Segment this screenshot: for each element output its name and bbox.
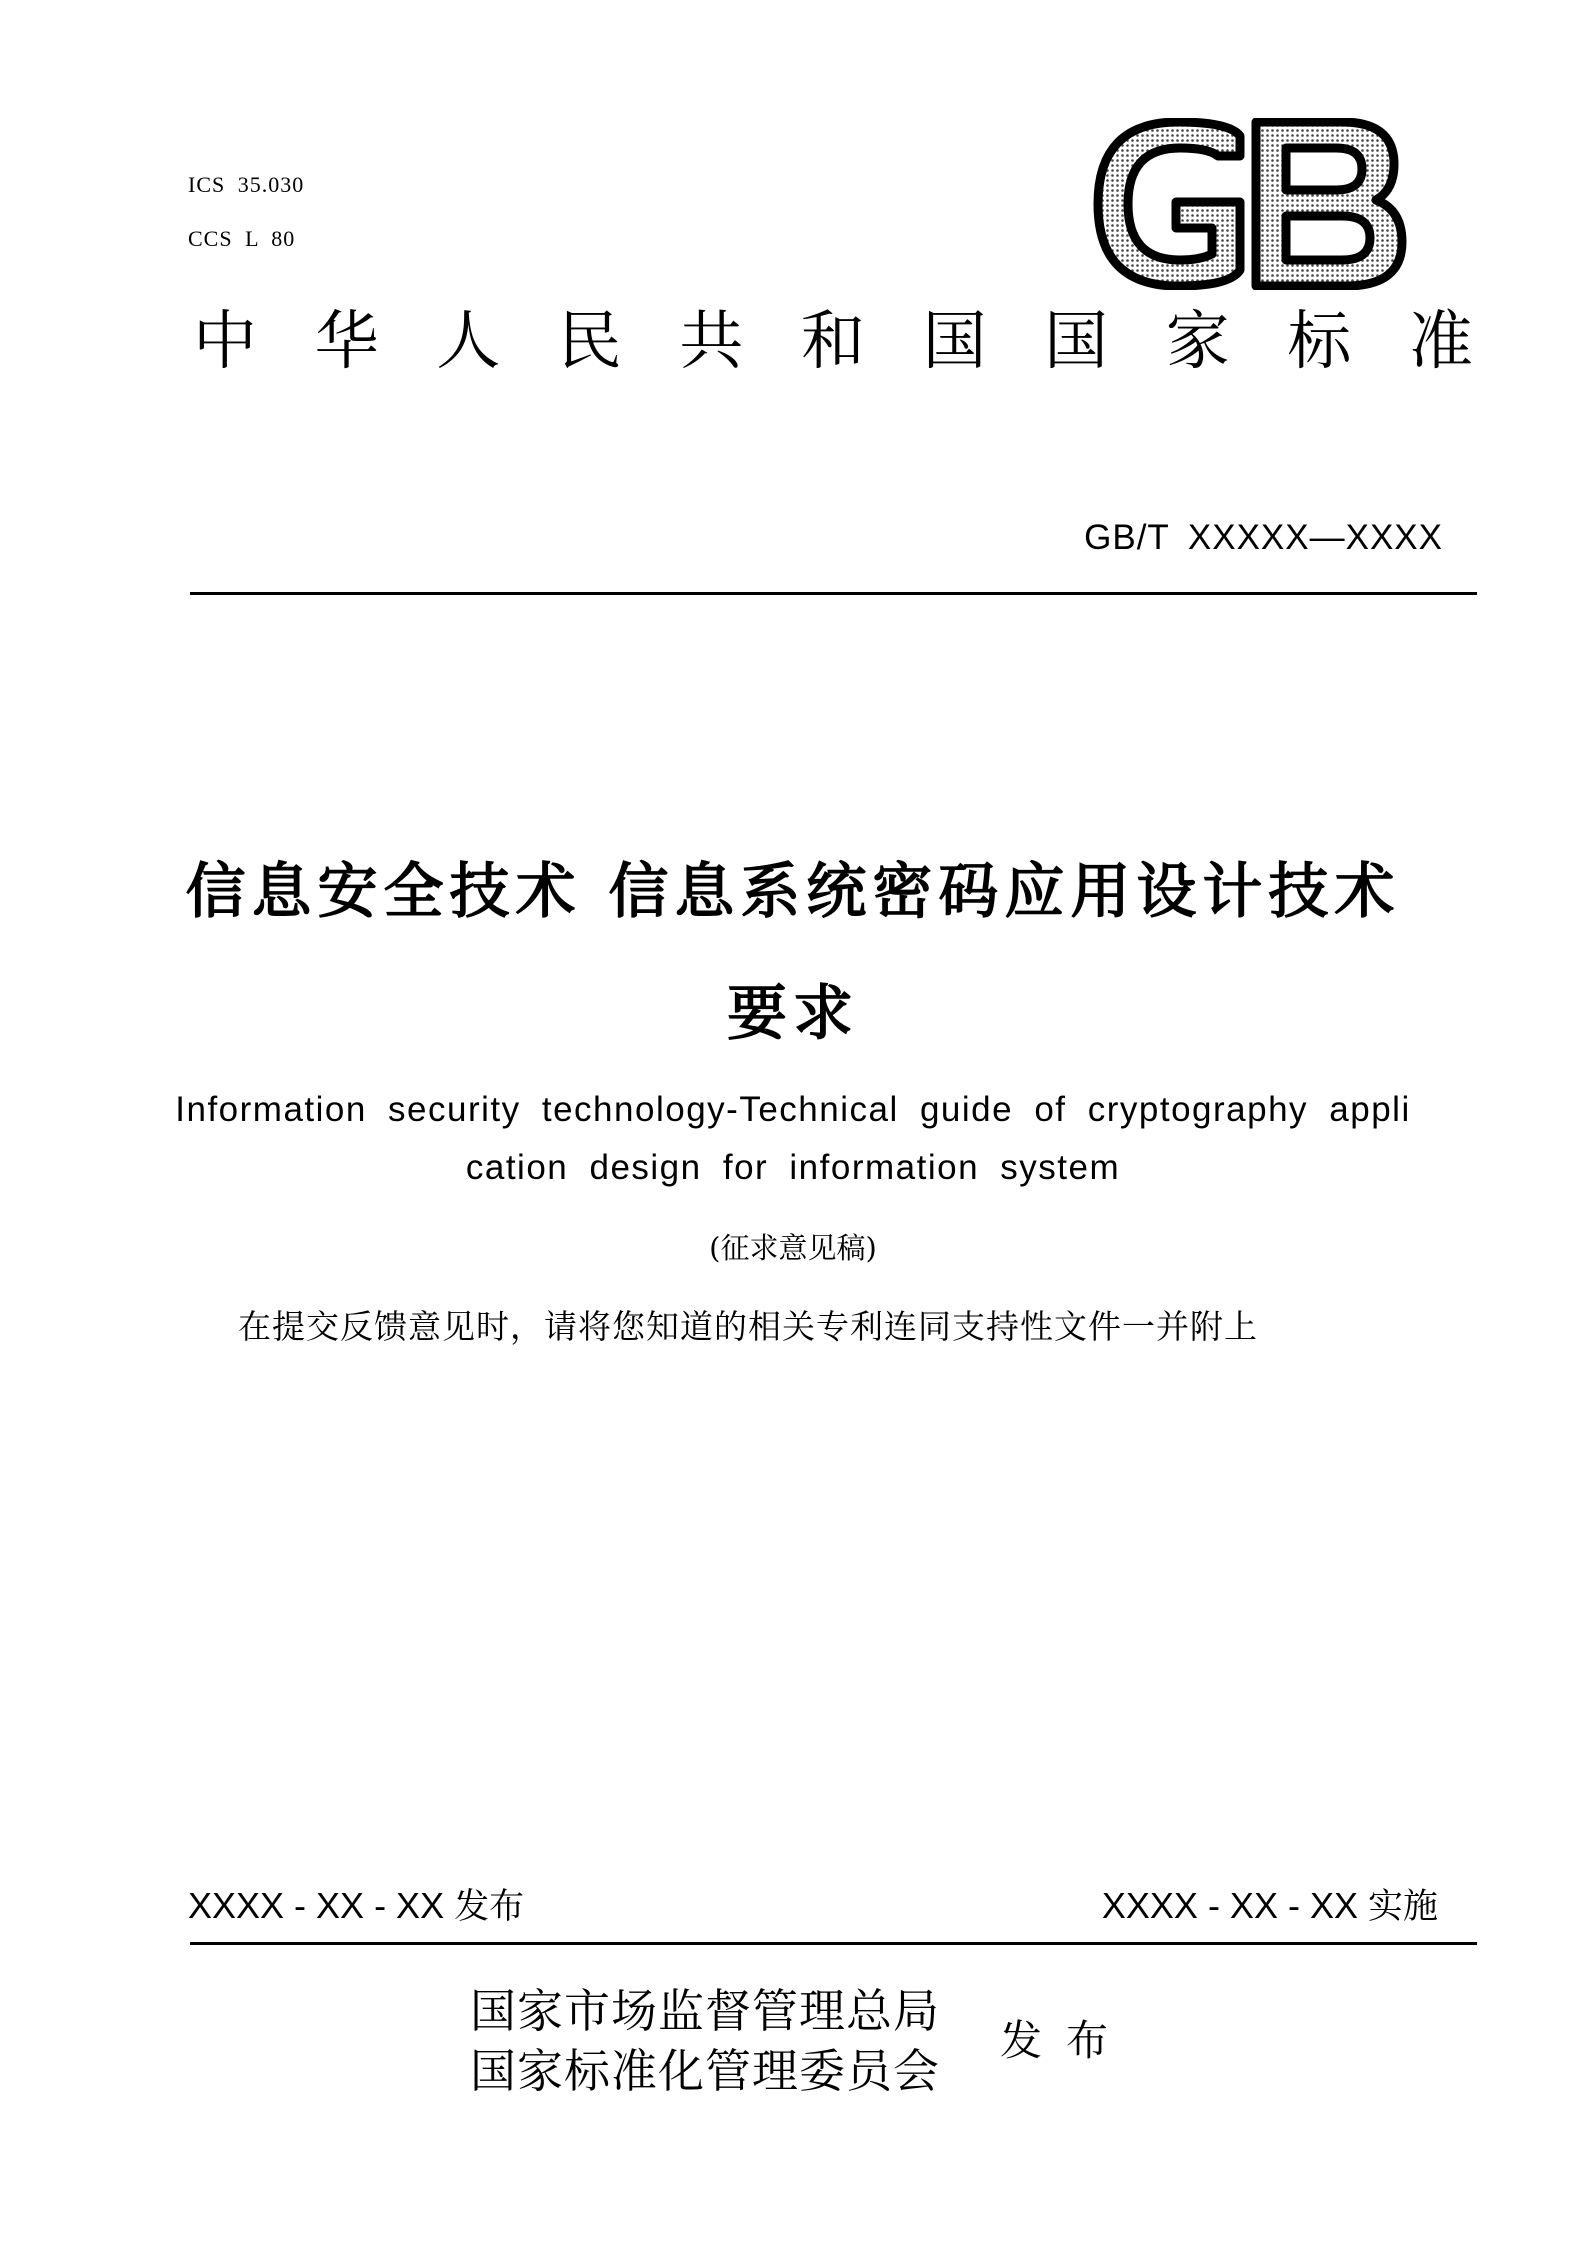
country-title-char: 国 xyxy=(1044,305,1109,379)
document-title-en-line1: Information security technology-Technical guide of cryptography appli xyxy=(175,1090,1411,1129)
document-title-cn-line2: 要求 xyxy=(727,979,859,1049)
document-title-en-line2: cation design for information system xyxy=(465,1148,1121,1187)
publish-label: 发布 xyxy=(1000,2016,1133,2065)
country-title-char: 华 xyxy=(314,305,379,379)
standard-code: GB/T XXXXX—XXXX xyxy=(1084,518,1443,557)
ics-code: ICS 35.030 xyxy=(188,172,305,197)
implement-date-line xyxy=(1101,1885,1438,1927)
issue-date: XXXX - XX - XX xyxy=(188,1885,445,1926)
top-divider xyxy=(190,592,1477,595)
country-title-char: 共 xyxy=(679,305,744,379)
country-title-char: 人 xyxy=(436,305,501,379)
country-title-char: 和 xyxy=(800,305,865,379)
gb-logo-icon xyxy=(1090,118,1410,290)
issue-date-line xyxy=(188,1885,525,1927)
country-title-char: 国 xyxy=(922,305,987,379)
country-title-char: 中 xyxy=(193,305,257,379)
draft-status-note: (征求意见稿) xyxy=(709,1231,877,1265)
issue-label: 发布 xyxy=(454,1887,525,1927)
country-standard-title xyxy=(193,305,1473,390)
issuer-sac: 国家标准化管理委员会 xyxy=(470,2044,940,2098)
implement-date: XXXX - XX - XX xyxy=(1101,1885,1358,1926)
document-title-cn-line1: 信息安全技术 信息系统密码应用设计技术 xyxy=(185,857,1401,927)
ccs-code: CCS L 80 xyxy=(188,226,296,251)
country-title-char: 民 xyxy=(557,305,622,379)
country-title-char: 家 xyxy=(1165,305,1230,379)
gb-logo-graphic xyxy=(1090,118,1410,290)
patent-notice: 在提交反馈意见时，请将您知道的相关专利连同支持性文件一并附上 xyxy=(238,1307,1258,1346)
country-title-char: 标 xyxy=(1287,305,1352,379)
implement-label: 实施 xyxy=(1367,1887,1438,1927)
issuer-samr: 国家市场监督管理总局 xyxy=(470,1984,940,2038)
bottom-divider xyxy=(190,1942,1477,1945)
country-title-char: 准 xyxy=(1408,305,1473,379)
